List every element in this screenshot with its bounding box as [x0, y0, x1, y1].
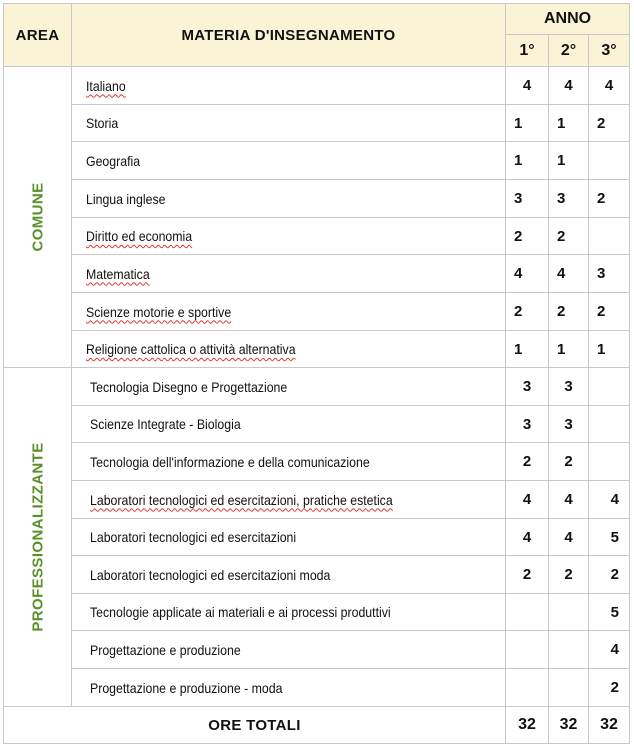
year-1-value	[506, 631, 549, 669]
year-1-value: 3	[506, 368, 549, 406]
year-3-value: 2	[589, 293, 630, 331]
year-3-value: 3	[589, 255, 630, 293]
year-2-value: 3	[549, 180, 589, 218]
subject-cell: Scienze Integrate - Biologia	[72, 406, 506, 443]
year-1-value: 3	[506, 406, 549, 443]
table-row	[4, 443, 630, 481]
year-2-value: 2	[549, 218, 589, 255]
year-1-value: 2	[506, 218, 549, 255]
year-3-value: 2	[589, 105, 630, 142]
total-year-3: 32	[589, 707, 630, 744]
year-2-value: 3	[549, 406, 589, 443]
year-2-header: 2°	[549, 35, 589, 67]
year-2-value: 3	[549, 368, 589, 406]
area-comune-cell	[4, 67, 72, 368]
area-comune-label: COMUNE	[29, 182, 46, 252]
year-1-value: 1	[506, 142, 549, 180]
area-professionalizzante-label: PROFESSIONALIZZANTE	[29, 442, 46, 632]
year-3-value	[589, 218, 630, 255]
total-year-1: 32	[506, 707, 549, 744]
year-2-value	[549, 594, 589, 631]
subject-cell: Italiano	[72, 67, 506, 105]
subject-cell: Laboratori tecnologici ed esercitazioni, pratiche estetica	[72, 481, 506, 519]
area-professionalizzante-cell	[4, 368, 72, 707]
year-2-value: 2	[549, 556, 589, 594]
year-1-value: 2	[506, 556, 549, 594]
subject-cell: Diritto ed economia	[72, 218, 506, 255]
table-row	[4, 594, 630, 631]
year-2-value: 4	[549, 481, 589, 519]
year-3-header: 3°	[589, 35, 630, 67]
year-1-value: 1	[506, 105, 549, 142]
year-1-header: 1°	[506, 35, 549, 67]
year-2-value: 4	[549, 519, 589, 556]
year-3-value	[589, 406, 630, 443]
table-row	[4, 669, 630, 707]
table-row	[4, 218, 630, 255]
subject-cell: Storia	[72, 105, 506, 142]
year-2-value	[549, 631, 589, 669]
curriculum-table	[3, 3, 630, 744]
table-row	[4, 519, 630, 556]
year-3-value: 2	[589, 180, 630, 218]
year-2-value: 2	[549, 293, 589, 331]
table-row	[4, 67, 630, 105]
year-2-value: 1	[549, 105, 589, 142]
year-3-value	[589, 368, 630, 406]
year-3-value: 1	[589, 331, 630, 368]
subject-cell: Tecnologia Disegno e Progettazione	[72, 368, 506, 406]
year-3-value	[589, 142, 630, 180]
subject-cell: Matematica	[72, 255, 506, 293]
table-row	[4, 631, 630, 669]
year-1-value: 2	[506, 293, 549, 331]
area-header: AREA	[4, 4, 72, 67]
year-3-value: 5	[589, 519, 630, 556]
table-row	[4, 406, 630, 443]
totals-row	[4, 707, 630, 744]
year-2-value: 1	[549, 142, 589, 180]
year-3-value: 4	[589, 631, 630, 669]
total-label: ORE TOTALI	[4, 707, 506, 744]
year-3-value	[589, 443, 630, 481]
table-row	[4, 105, 630, 142]
year-3-value: 4	[589, 481, 630, 519]
year-1-value: 4	[506, 481, 549, 519]
subject-cell: Progettazione e produzione - moda	[72, 669, 506, 707]
subject-cell: Lingua inglese	[72, 180, 506, 218]
year-3-value: 2	[589, 669, 630, 707]
table-row	[4, 481, 630, 519]
table-row	[4, 255, 630, 293]
year-1-value	[506, 669, 549, 707]
subject-cell: Tecnologie applicate ai materiali e ai processi produttivi	[72, 594, 506, 631]
subject-cell: Religione cattolica o attività alternativa	[72, 331, 506, 368]
year-1-value: 4	[506, 67, 549, 105]
year-1-value: 4	[506, 519, 549, 556]
year-2-value: 4	[549, 67, 589, 105]
table-row	[4, 331, 630, 368]
year-2-value: 4	[549, 255, 589, 293]
subject-cell: Scienze motorie e sportive	[72, 293, 506, 331]
subject-cell: Progettazione e produzione	[72, 631, 506, 669]
year-1-value: 3	[506, 180, 549, 218]
year-1-value: 1	[506, 331, 549, 368]
total-year-2: 32	[549, 707, 589, 744]
table-row	[4, 180, 630, 218]
year-1-value	[506, 594, 549, 631]
year-2-value: 1	[549, 331, 589, 368]
subject-header: MATERIA D'INSEGNAMENTO	[72, 4, 506, 67]
subject-cell: Laboratori tecnologici ed esercitazioni	[72, 519, 506, 556]
year-3-value: 4	[589, 67, 630, 105]
subject-cell: Laboratori tecnologici ed esercitazioni moda	[72, 556, 506, 594]
table-row	[4, 142, 630, 180]
table-row	[4, 293, 630, 331]
year-2-value: 2	[549, 443, 589, 481]
year-1-value: 2	[506, 443, 549, 481]
year-group-header: ANNO	[506, 4, 630, 35]
year-3-value: 2	[589, 556, 630, 594]
year-2-value	[549, 669, 589, 707]
year-1-value: 4	[506, 255, 549, 293]
table-row	[4, 368, 630, 406]
subject-cell: Geografia	[72, 142, 506, 180]
table-row	[4, 556, 630, 594]
year-3-value: 5	[589, 594, 630, 631]
subject-cell: Tecnologia dell'informazione e della comunicazione	[72, 443, 506, 481]
